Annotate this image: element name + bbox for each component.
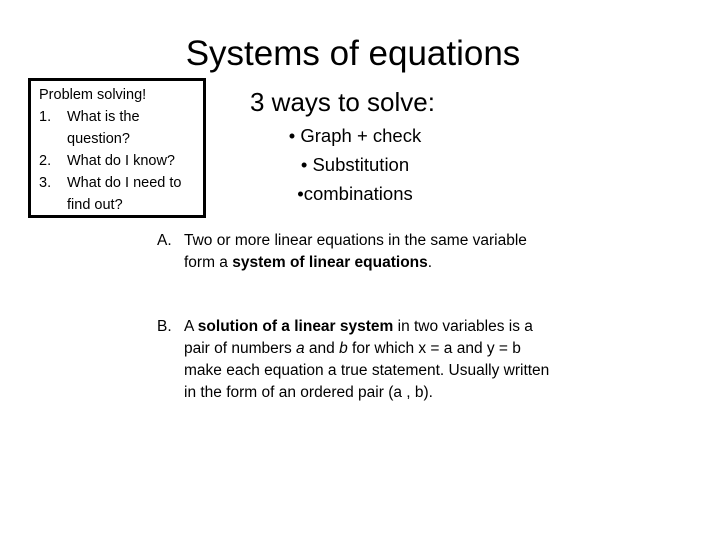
definition-letter: A. xyxy=(157,232,172,249)
slide-title: Systems of equations xyxy=(185,34,521,73)
problem-solving-heading: Problem solving! xyxy=(39,87,147,103)
defined-term: system of linear equations xyxy=(232,254,428,271)
problem-step-number: 3. xyxy=(39,175,52,191)
definition-text-part: for which x = a and y = b make each equation a true statement. Usually written in the form of an ordered pair (a , b). xyxy=(184,340,550,401)
problem-step-number: 2. xyxy=(39,153,52,169)
definition-text xyxy=(184,230,557,274)
problem-step-number: 1. xyxy=(39,109,52,125)
problem-step-text: What do I know? xyxy=(67,153,175,169)
way-graph-check: • Graph + check xyxy=(288,125,422,146)
problem-step-text: What do I need to find out? xyxy=(67,175,182,213)
way-substitution: • Substitution xyxy=(300,154,410,175)
variable-a: a xyxy=(296,340,305,357)
ways-to-solve-heading: 3 ways to solve: xyxy=(250,87,435,117)
problem-step xyxy=(39,172,203,216)
way-combinations: •combinations xyxy=(297,183,413,204)
definition-a xyxy=(157,230,557,274)
problem-step-text: What is the question? xyxy=(67,109,140,147)
ways-to-solve-list xyxy=(240,121,470,208)
definition-text-part: A xyxy=(184,318,198,335)
definition-text xyxy=(184,316,557,404)
definition-b xyxy=(157,316,557,404)
definition-text-part: and xyxy=(304,340,340,357)
definition-text-part: . xyxy=(427,254,433,271)
problem-step xyxy=(39,106,203,150)
defined-term: solution of a linear system xyxy=(197,318,394,335)
definition-text-part: in two variables is a pair of numbers xyxy=(184,318,533,357)
problem-solving-box xyxy=(28,78,206,218)
problem-step xyxy=(39,150,203,172)
definition-letter: B. xyxy=(157,318,172,335)
variable-b: b xyxy=(339,340,348,357)
definition-text-part: Two or more linear equations in the same variable form a xyxy=(184,232,527,271)
